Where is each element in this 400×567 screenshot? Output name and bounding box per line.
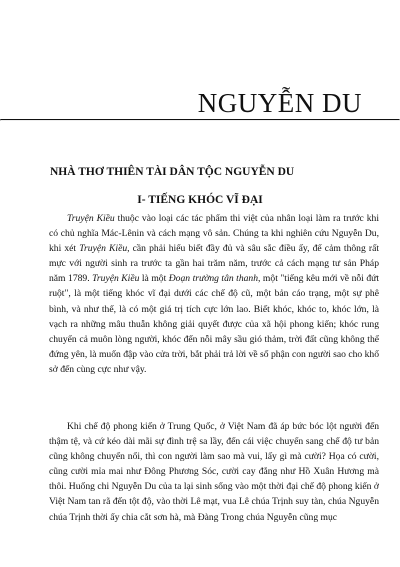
subsection-title: I- TIẾNG KHÓC VĨ ĐẠI [137, 194, 263, 206]
italic-title-text: Truyện Kiều [92, 273, 140, 285]
body-text-run: thuộc vào loại các tác phẩm thi việt của nhân loại làm ra trước khi có chủ nghĩa Mác-Lênin và cách mạng vô sản. Chúng ta khi nghiên cứu Nguyễn Du, khi xét [49, 213, 379, 255]
body-text-block-2 [49, 419, 379, 525]
body-text-run: Khi chế độ phong kiến ở Trung Quốc, ở Việt Nam đã áp bức bóc lột người đến thậm tệ, và cứ kéo dài mãi sự đình trệ sa lầy, đến cái việc chuyển sang chế độ tư bản cũng không chuyển nổi, thì con người làm sao mà vui, lấy gì mà cười? Họa có cười, cũng cười mỉa mai như Đông Phương Sóc, cười cay đắng như Hồ Xuân Hương mà thôi. Huống chi Nguyễn Du của ta lại sinh sống vào một thời đại chế độ phong kiến ở Việt Nam tan rã đến tột độ, vào thời Lê mạt, vua Lê chúa Trịnh suy tàn, chúa Nguyễn chúa Trịnh thời ấy chia cắt sơn hà, mà Đàng Trong chúa Nguyễn cũng mục [49, 421, 379, 523]
italic-title-text: Truyện Kiều [79, 243, 128, 255]
chapter-rule [0, 119, 400, 121]
body-text-block-1 [49, 211, 379, 377]
section-title: NHÀ THƠ THIÊN TÀI DÂN TỘC NGUYỄN DU [50, 166, 295, 178]
paragraph [49, 211, 379, 377]
italic-title-text: Truyện Kiều [67, 213, 115, 224]
chapter-title: NGUYỄN DU [197, 88, 362, 118]
body-text-run: , một "tiếng kêu mới về nỗi đứt ruột", là một tiếng khóc vĩ đại dưới các chế độ cũ, một bản cáo trạng, một sự phê bình, và như thế, là có một giá trị tích cực lớn lao. Biết khóc, khóc to, khóc lớn, là vạch ra những mâu thuẫn không giải quyết được của xã hội phong kiến; khóc rung chuyển cả muôn lòng người, khóc đến nỗi mây sầu gió thảm, trời đất cũng không thể đứng yên, là muốn đập vào cửa trời, bắt phải trả lời về số phận con người sao cho khổ sở đến cùng cực như vậy. [49, 273, 380, 375]
paragraph [49, 419, 379, 525]
body-text-run: là một [139, 273, 169, 285]
body-text-run: , cần phải hiểu biết đầy đủ và sâu sắc điều ấy, để cảm thông rất mực với người sinh ra trước ta gần hai trăm năm, trước cả cách mạng tư sản Pháp năm 1789. [49, 243, 380, 285]
italic-title-text: Đoạn trường tân thanh [168, 273, 259, 285]
